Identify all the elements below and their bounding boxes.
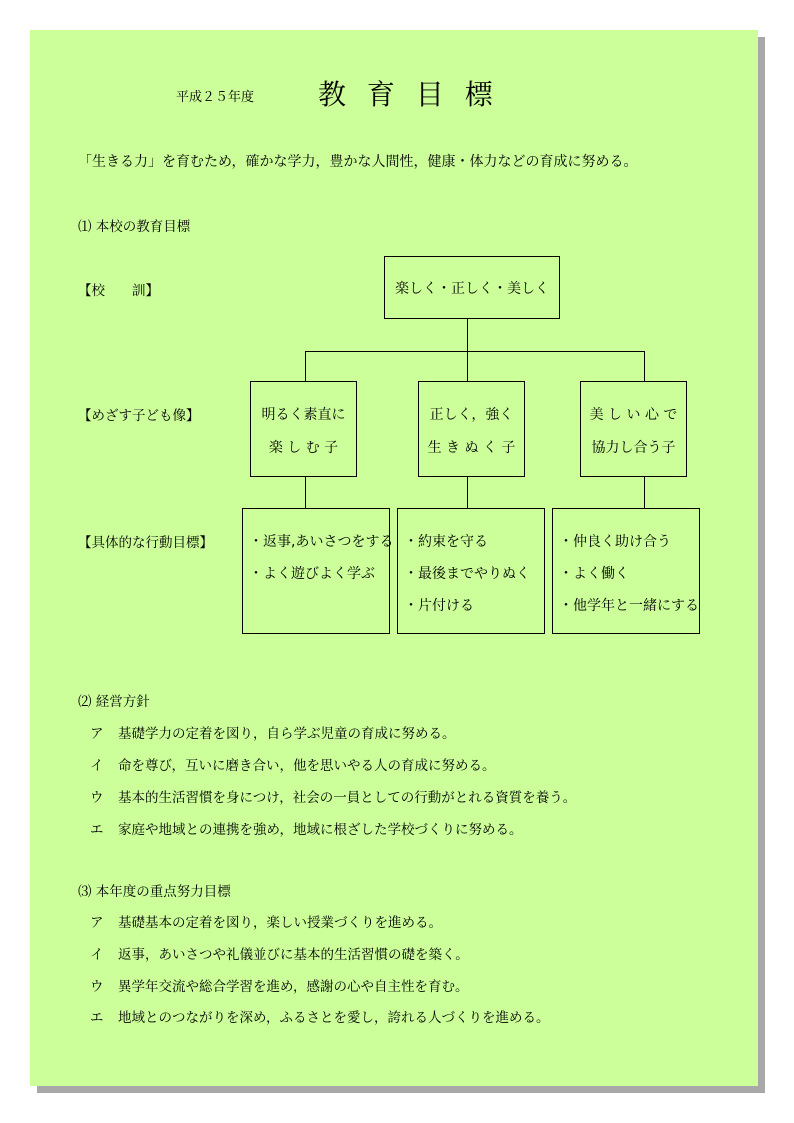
- action-item: ・返事,あいさつをする: [249, 534, 394, 550]
- item-text: 異学年交流や総合学習を進め，感謝の心や自主性を育む。: [118, 979, 469, 995]
- intro-text: 「生きる力」を育むため，確かな学力，豊かな人間性，健康・体力などの育成に努める。: [78, 154, 638, 170]
- connector-line: [644, 477, 645, 508]
- ideal-box-3: [580, 381, 687, 477]
- ideal-box-2: [418, 381, 525, 477]
- action-item: ・約束を守る: [404, 534, 488, 550]
- ideal-label: 【めざす子ども像】: [78, 408, 200, 424]
- connector-line: [305, 351, 306, 381]
- item-mark: ア: [90, 915, 104, 931]
- ideal-line: 生 き ぬ く 子: [427, 440, 516, 456]
- action-box-1: [242, 508, 394, 634]
- ideal-box-1: [250, 381, 357, 477]
- action-item: ・最後までやりぬく: [404, 566, 530, 582]
- section2-heading: ⑵ 経営方針: [78, 694, 150, 710]
- ideal-line: 美 し い 心 で: [589, 407, 678, 423]
- item-text: 基礎基本の定着を図り，楽しい授業づくりを進める。: [118, 915, 442, 931]
- connector-line: [305, 351, 645, 352]
- action-item: ・他学年と一緒にする: [559, 598, 699, 614]
- action-label: 【具体的な行動目標】: [78, 535, 213, 551]
- goal-item: [90, 911, 442, 931]
- goal-item: [90, 975, 468, 995]
- item-text: 家庭や地域との連携を強め，地域に根ざした学校づくりに努める。: [118, 822, 523, 838]
- motto-text: 楽しく・正しく・美しく: [395, 280, 549, 297]
- ideal-line: 協力し合う子: [591, 440, 676, 456]
- item-mark: ウ: [90, 790, 104, 806]
- action-item: ・よく働く: [559, 566, 629, 582]
- item-mark: エ: [90, 1010, 104, 1026]
- connector-line: [467, 477, 468, 508]
- policy-item: [90, 722, 456, 742]
- action-item: ・片付ける: [404, 598, 474, 614]
- motto-label: 【校 訓】: [78, 283, 159, 299]
- connector-line: [467, 319, 468, 351]
- action-item: ・よく遊びよく学ぶ: [249, 566, 375, 582]
- item-mark: イ: [90, 758, 104, 774]
- action-box-3: [552, 508, 700, 634]
- motto-box: [384, 256, 560, 319]
- item-text: 地域とのつながりを深め，ふるさとを愛し，誇れる人づくりを進める。: [118, 1010, 550, 1026]
- item-mark: エ: [90, 822, 104, 838]
- item-text: 命を尊び，互いに磨き合い，他を思いやる人の育成に努める。: [118, 758, 496, 774]
- section1-heading: ⑴ 本校の教育目標: [78, 219, 191, 235]
- item-mark: ア: [90, 726, 104, 742]
- ideal-line: 正しく，強く: [429, 407, 514, 423]
- year-label: 平成２５年度: [176, 90, 255, 105]
- page-title: 教 育 目 標: [318, 78, 499, 111]
- item-mark: イ: [90, 947, 104, 963]
- item-mark: ウ: [90, 979, 104, 995]
- goal-item: [90, 1006, 549, 1026]
- item-text: 基礎学力の定着を図り，自ら学ぶ児童の育成に努める。: [118, 726, 456, 742]
- action-item: ・仲良く助け合う: [559, 534, 671, 550]
- connector-line: [644, 351, 645, 381]
- connector-line: [467, 351, 468, 381]
- section3-heading: ⑶ 本年度の重点努力目標: [78, 884, 231, 900]
- action-box-2: [397, 508, 545, 634]
- ideal-line: 楽 し む 子: [268, 440, 339, 456]
- policy-item: [90, 818, 522, 838]
- ideal-line: 明るく素直に: [261, 407, 346, 423]
- item-text: 基本的生活習慣を身につけ，社会の一員としての行動がとれる資質を養う。: [118, 790, 577, 806]
- goal-item: [90, 943, 469, 963]
- item-text: 返事，あいさつや礼儀並びに基本的生活習慣の礎を築く。: [118, 947, 469, 963]
- connector-line: [305, 477, 306, 508]
- policy-item: [90, 754, 495, 774]
- policy-item: [90, 786, 576, 806]
